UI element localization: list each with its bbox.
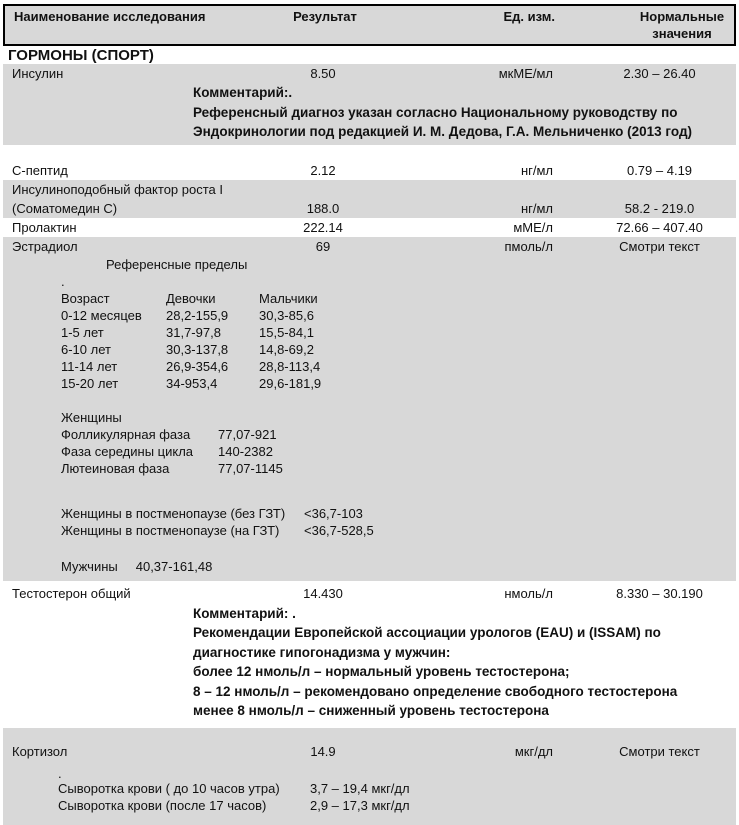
- row-cortisol-block: [3, 728, 736, 825]
- insulin-comment: [193, 83, 736, 145]
- age-table-row: [61, 324, 736, 341]
- test-units: мкг/дл: [514, 743, 553, 759]
- women-section-title: Женщины: [61, 409, 122, 425]
- postmenopause-value: <36,7-528,5: [304, 522, 374, 538]
- serum-value: 2,9 – 17,3 мкг/дл: [310, 798, 410, 813]
- test-name: Эстрадиол: [12, 238, 78, 254]
- age-table-row: [61, 307, 736, 324]
- age-table-row: [61, 358, 736, 375]
- test-result: 2.12: [310, 162, 336, 178]
- postmenopause-block: [61, 505, 736, 539]
- age-table-header: [61, 290, 736, 307]
- age-col-header: Возраст: [61, 290, 110, 306]
- header-col-normal-line1: Нормальные: [639, 9, 725, 24]
- test-normal: 8.330 – 30.190: [616, 585, 703, 601]
- header-col-normal-line2: значения: [652, 26, 712, 41]
- postmenopause-row: [61, 522, 736, 539]
- dot-line: .: [61, 273, 65, 289]
- men-label: Мужчины: [61, 558, 118, 574]
- test-name: Кортизол: [12, 743, 68, 759]
- table-row: [3, 161, 736, 180]
- test-name: Пролактин: [12, 219, 77, 235]
- age-range: 6-10 лет: [61, 341, 111, 357]
- table-row: [3, 237, 736, 256]
- boys-col-header: Мальчики: [259, 290, 318, 306]
- age-range: 0-12 месяцев: [61, 307, 142, 323]
- boys-range: 29,6-181,9: [259, 375, 322, 391]
- test-name: Тестостерон общий: [12, 585, 131, 601]
- header-spacer: [255, 25, 395, 42]
- row-cpeptide-block: [3, 161, 736, 180]
- row-estradiol-block: [3, 237, 736, 581]
- comment-line: Рекомендации Европейской ассоциации урологов (EAU) и (ISSAM) по: [193, 625, 661, 640]
- comment-line: Эндокринологии под редакцией И. М. Дедова, Г.А. Мельниченко (2013 год): [193, 124, 693, 139]
- header-spacer: [5, 25, 255, 42]
- test-normal: 0.79 – 4.19: [626, 162, 693, 178]
- test-name: С-пептид: [12, 162, 68, 178]
- table-header-row-2: [5, 25, 734, 42]
- phase-row: [61, 443, 736, 460]
- row-prolactin-block: [3, 218, 736, 237]
- test-normal: 72.66 – 407.40: [616, 219, 703, 235]
- postmenopause-label: Женщины в постменопаузе (на ГЗТ): [61, 522, 280, 538]
- table-row: [3, 180, 736, 199]
- phase-label: Фолликулярная фаза: [61, 426, 191, 442]
- test-units: нг/мл: [520, 162, 553, 178]
- age-table-row: [61, 375, 736, 392]
- comment-line: Референсный диагноз указан согласно Национальному руководству по: [193, 104, 678, 120]
- girls-range: 34-953,4: [166, 375, 218, 391]
- header-spacer: [395, 25, 585, 42]
- girls-range: 28,2-155,9: [166, 307, 229, 323]
- phase-label: Фаза середины цикла: [61, 443, 194, 459]
- test-result: 69: [315, 238, 331, 254]
- section-title: ГОРМОНЫ (СПОРТ): [8, 47, 154, 64]
- postmenopause-value: <36,7-103: [304, 505, 363, 521]
- age-range: 11-14 лет: [61, 358, 118, 374]
- postmenopause-label: Женщины в постменопаузе (без ГЗТ): [61, 505, 286, 521]
- test-result: 8.50: [310, 66, 336, 81]
- table-header-row-1: [5, 8, 734, 25]
- phase-value: 77,07-921: [218, 426, 277, 442]
- serum-label: Сыворотка крови (после 17 часов): [58, 798, 267, 813]
- table-row: [3, 64, 736, 83]
- men-row: [61, 558, 736, 575]
- dot-line: .: [58, 765, 62, 781]
- test-result: 14.430: [303, 585, 343, 601]
- header-col-units: Ед. изм.: [503, 9, 555, 24]
- test-name: Инсулин: [12, 66, 64, 81]
- comment-line: 8 – 12 нмоль/л – рекомендовано определение свободного тестостерона: [193, 683, 678, 699]
- phase-value: 77,07-1145: [218, 460, 283, 476]
- comment-line: диагностике гипогонадизма у мужчин:: [193, 644, 451, 660]
- test-result: 188.0: [306, 200, 340, 216]
- reference-title: Референсные пределы: [106, 256, 248, 272]
- girls-range: 31,7-97,8: [166, 324, 221, 340]
- table-row: [3, 199, 736, 218]
- comment-line: Комментарий:.: [193, 85, 293, 100]
- test-result: 14.9: [310, 743, 336, 759]
- test-normal: 2.30 – 26.40: [623, 66, 696, 81]
- row-insulin-block: [3, 64, 736, 145]
- serum-label: Сыворотка крови ( до 10 часов утра): [58, 780, 280, 796]
- table-row: [3, 742, 736, 761]
- test-normal: Смотри текст: [619, 743, 700, 759]
- test-units: мМЕ/л: [513, 219, 553, 235]
- row-testosterone-block: [3, 581, 736, 728]
- test-normal: Смотри текст: [619, 238, 700, 254]
- age-range: 1-5 лет: [61, 324, 104, 340]
- men-value: 40,37-161,48: [135, 558, 213, 574]
- age-range: 15-20 лет: [61, 375, 119, 391]
- test-units: нмоль/л: [504, 585, 553, 601]
- test-name-line1: Инсулиноподобный фактор роста I: [12, 181, 223, 197]
- girls-range: 26,9-354,6: [166, 358, 229, 374]
- test-units: пмоль/л: [504, 238, 553, 254]
- header-col-result: Результат: [293, 9, 357, 24]
- test-units: мкМЕ/мл: [498, 66, 553, 81]
- boys-range: 30,3-85,6: [259, 307, 314, 323]
- estradiol-reference-block: [3, 256, 736, 581]
- table-row: [3, 583, 736, 604]
- table-row: [3, 218, 736, 237]
- test-result: 222.14: [303, 219, 343, 235]
- comment-line: Комментарий: .: [193, 605, 296, 621]
- serum-row: [58, 797, 736, 815]
- phase-row: [61, 426, 736, 443]
- phase-label: Лютеиновая фаза: [61, 460, 170, 476]
- table-header: [3, 4, 736, 46]
- girls-col-header: Девочки: [166, 290, 216, 306]
- postmenopause-row: [61, 505, 736, 522]
- comment-line: менее 8 нмоль/л – сниженный уровень тестостерона: [193, 703, 549, 718]
- age-table-row: [61, 341, 736, 358]
- test-units: нг/мл: [520, 200, 553, 216]
- boys-range: 28,8-113,4: [259, 358, 321, 374]
- testosterone-comment: [193, 604, 736, 724]
- serum-value: 3,7 – 19,4 мкг/дл: [310, 780, 410, 796]
- phase-value: 140-2382: [218, 443, 273, 459]
- comment-line: более 12 нмоль/л – нормальный уровень тестостерона;: [193, 664, 570, 679]
- serum-row: [58, 780, 736, 798]
- phase-row: [61, 460, 736, 477]
- header-col-name: Наименование исследования: [14, 9, 206, 24]
- boys-range: 15,5-84,1: [259, 324, 314, 340]
- girls-range: 30,3-137,8: [166, 341, 229, 357]
- test-normal: 58.2 - 219.0: [624, 200, 695, 216]
- boys-range: 14,8-69,2: [259, 341, 314, 357]
- test-name-line2: (Соматомедин С): [12, 200, 118, 216]
- row-igf-block: [3, 180, 736, 218]
